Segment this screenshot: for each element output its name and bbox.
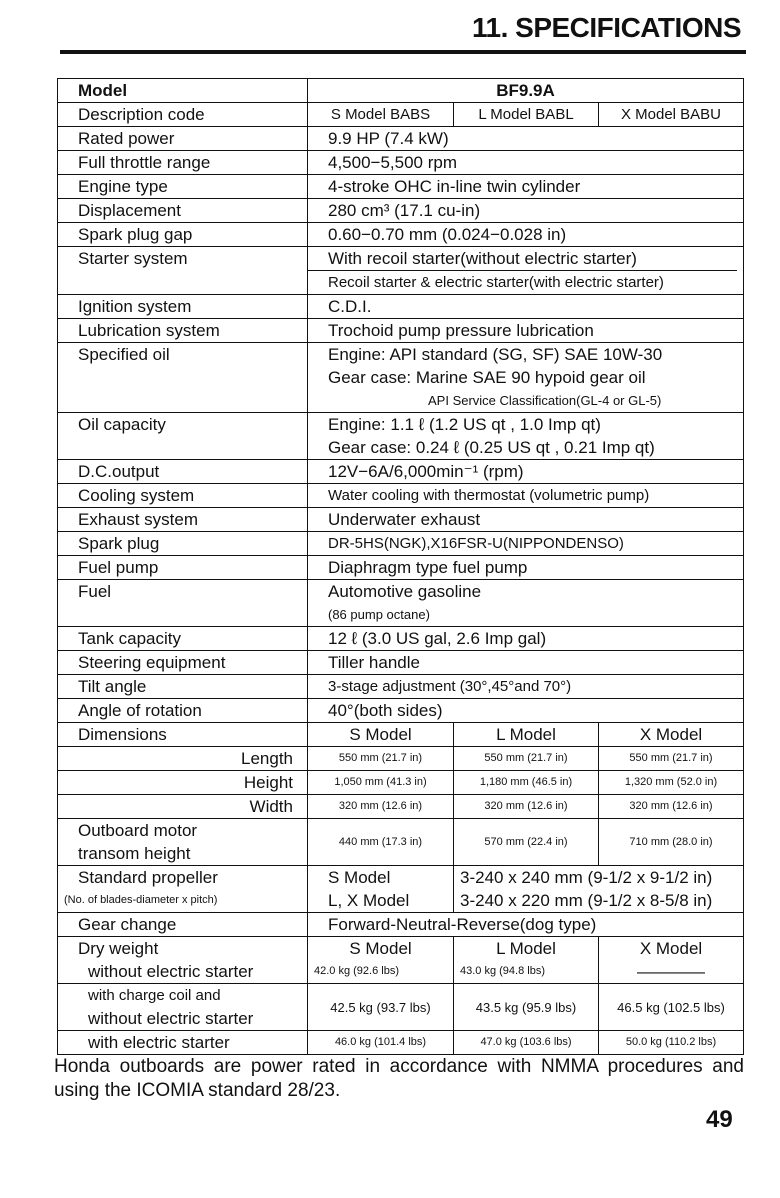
value-line: S Model xyxy=(328,868,391,887)
label-line: with electric starter xyxy=(88,1033,230,1052)
row-label: Fuel xyxy=(58,580,308,627)
row-value: 9.9 HP (7.4 kW) xyxy=(308,127,744,151)
value-line: Engine: API standard (SG, SF) SAE 10W-30 xyxy=(328,345,663,364)
label-line: Dry weight xyxy=(78,939,159,958)
table-row xyxy=(58,319,744,343)
table-row xyxy=(58,937,744,984)
label-line: without electric starter xyxy=(88,962,254,981)
row-value: 12 ℓ (3.0 US gal, 2.6 Imp gal) xyxy=(308,627,744,651)
row-label xyxy=(58,937,308,984)
table-row xyxy=(58,103,744,127)
label-line: with charge coil and xyxy=(88,987,221,1004)
row-value: 1,320 mm (52.0 in) xyxy=(599,771,744,795)
row-value xyxy=(308,343,744,413)
row-value: BF9.9A xyxy=(308,79,744,103)
table-row xyxy=(58,223,744,247)
table-row xyxy=(58,343,744,413)
row-label: Displacement xyxy=(58,199,308,223)
label-line: without electric starter xyxy=(88,1009,254,1028)
row-label: Model xyxy=(58,79,308,103)
row-label: Tilt angle xyxy=(58,675,308,699)
value-line: API Service Classification(GL-4 or GL-5) xyxy=(428,393,662,408)
row-label: Full throttle range xyxy=(58,151,308,175)
row-label: Spark plug xyxy=(58,532,308,556)
table-row xyxy=(58,556,744,580)
table-row xyxy=(58,627,744,651)
title-underline xyxy=(60,50,746,54)
table-row xyxy=(58,295,744,319)
table-row xyxy=(58,819,744,866)
row-label: Specified oil xyxy=(58,343,308,413)
row-value: S Model BABS xyxy=(308,103,454,127)
table-row xyxy=(58,79,744,103)
row-value: X Model BABU xyxy=(599,103,744,127)
column-head: S Model xyxy=(308,723,454,747)
row-label: Starter system xyxy=(58,247,308,295)
table-row xyxy=(58,866,744,913)
value-line: ———— xyxy=(637,962,705,981)
row-value: DR-5HS(NGK),X16FSR-U(NIPPONDENSO) xyxy=(308,532,744,556)
table-row xyxy=(58,532,744,556)
row-value: 1,050 mm (41.3 in) xyxy=(308,771,454,795)
row-value xyxy=(454,866,744,913)
row-value: 320 mm (12.6 in) xyxy=(308,795,454,819)
row-value: 46.5 kg (102.5 lbs) xyxy=(599,984,744,1031)
table-row xyxy=(58,413,744,460)
row-value xyxy=(308,247,744,295)
row-value: 710 mm (28.0 in) xyxy=(599,819,744,866)
label-line: Outboard motor xyxy=(78,821,198,840)
table-row xyxy=(58,699,744,723)
table-row xyxy=(58,913,744,937)
value-line: (86 pump octane) xyxy=(328,607,430,622)
row-value: L Model BABL xyxy=(454,103,599,127)
row-value: 12V−6A/6,000min⁻¹ (rpm) xyxy=(308,460,744,484)
row-value: 46.0 kg (101.4 lbs) xyxy=(308,1031,454,1055)
table-row xyxy=(58,984,744,1031)
page-title: 11. SPECIFICATIONS xyxy=(472,12,741,43)
row-label: Angle of rotation xyxy=(58,699,308,723)
column-head: L Model xyxy=(496,939,556,958)
table-row xyxy=(58,795,744,819)
label-line: Standard propeller xyxy=(78,868,218,887)
row-value: 40°(both sides) xyxy=(308,699,744,723)
row-value: 42.5 kg (93.7 lbs) xyxy=(308,984,454,1031)
row-value: 4,500−5,500 rpm xyxy=(308,151,744,175)
table-row xyxy=(58,1031,744,1055)
row-label: Exhaust system xyxy=(58,508,308,532)
table-row xyxy=(58,199,744,223)
row-label: Spark plug gap xyxy=(58,223,308,247)
row-value: Water cooling with thermostat (volumetric pump) xyxy=(308,484,744,508)
table-row xyxy=(58,484,744,508)
row-value: C.D.I. xyxy=(308,295,744,319)
row-label xyxy=(58,866,308,913)
row-value: 0.60−0.70 mm (0.024−0.028 in) xyxy=(308,223,744,247)
row-label: Tank capacity xyxy=(58,627,308,651)
table-row xyxy=(58,675,744,699)
value-line: 3-240 x 240 mm (9-1/2 x 9-1/2 in) xyxy=(460,868,713,887)
table-row xyxy=(58,247,744,295)
value-line: Gear case: 0.24 ℓ (0.25 US qt , 0.21 Imp qt) xyxy=(328,438,655,457)
row-value: 1,180 mm (46.5 in) xyxy=(454,771,599,795)
column-head: X Model xyxy=(639,939,703,958)
row-label: Fuel pump xyxy=(58,556,308,580)
row-value xyxy=(308,580,744,627)
label-line: (No. of blades-diameter x pitch) xyxy=(64,894,218,906)
column-head: L Model xyxy=(454,723,599,747)
table-row xyxy=(58,151,744,175)
row-label: D.C.output xyxy=(58,460,308,484)
row-value: 320 mm (12.6 in) xyxy=(454,795,599,819)
footnote-text: Honda outboards are power rated in accordance with NMMA procedures and using the ICOMIA standard 28/23. xyxy=(54,1056,744,1101)
value-line: Engine: 1.1 ℓ (1.2 US qt , 1.0 Imp qt) xyxy=(328,415,601,434)
value-line: 43.0 kg (94.8 lbs) xyxy=(460,965,545,977)
page-number: 49 xyxy=(706,1106,733,1133)
row-value: 550 mm (21.7 in) xyxy=(308,747,454,771)
row-label: Dimensions xyxy=(58,723,308,747)
row-value: 440 mm (17.3 in) xyxy=(308,819,454,866)
table-row xyxy=(58,651,744,675)
table-row xyxy=(58,175,744,199)
row-value xyxy=(308,413,744,460)
table-row xyxy=(58,460,744,484)
row-value: 550 mm (21.7 in) xyxy=(599,747,744,771)
value-line: Automotive gasoline xyxy=(328,582,482,601)
specifications-table xyxy=(57,78,744,1055)
value-line: 42.0 kg (92.6 lbs) xyxy=(314,965,399,977)
row-value: 50.0 kg (110.2 lbs) xyxy=(599,1031,744,1055)
row-label: Cooling system xyxy=(58,484,308,508)
column-head: S Model xyxy=(349,939,412,958)
row-label xyxy=(58,984,308,1031)
row-value: 47.0 kg (103.6 lbs) xyxy=(454,1031,599,1055)
row-value: 570 mm (22.4 in) xyxy=(454,819,599,866)
row-value: 280 cm³ (17.1 cu-in) xyxy=(308,199,744,223)
row-value: 550 mm (21.7 in) xyxy=(454,747,599,771)
value-line: 3-240 x 220 mm (9-1/2 x 8-5/8 in) xyxy=(460,891,713,910)
row-label: Gear change xyxy=(58,913,308,937)
value-line: Gear case: Marine SAE 90 hypoid gear oil xyxy=(328,368,646,387)
row-label: Lubrication system xyxy=(58,319,308,343)
row-label: Length xyxy=(58,747,308,771)
row-label xyxy=(58,1031,308,1055)
value-line: Recoil starter & electric starter(with electric starter) xyxy=(308,270,737,294)
row-label: Engine type xyxy=(58,175,308,199)
row-value: Underwater exhaust xyxy=(308,508,744,532)
row-value: 43.5 kg (95.9 lbs) xyxy=(454,984,599,1031)
row-label xyxy=(58,819,308,866)
row-label: Width xyxy=(58,795,308,819)
row-value: 320 mm (12.6 in) xyxy=(599,795,744,819)
row-label: Height xyxy=(58,771,308,795)
table-row xyxy=(58,508,744,532)
row-label: Description code xyxy=(58,103,308,127)
row-value: Diaphragm type fuel pump xyxy=(308,556,744,580)
table-row xyxy=(58,723,744,747)
row-value: 3-stage adjustment (30°,45°and 70°) xyxy=(308,675,744,699)
table-row xyxy=(58,580,744,627)
table-row xyxy=(58,127,744,151)
row-value xyxy=(599,937,744,984)
row-value: Tiller handle xyxy=(308,651,744,675)
label-line: transom height xyxy=(78,844,191,863)
value-line: With recoil starter(without electric starter) xyxy=(328,249,637,268)
row-label: Steering equipment xyxy=(58,651,308,675)
row-label: Oil capacity xyxy=(58,413,308,460)
row-value xyxy=(308,937,454,984)
row-value: Forward-Neutral-Reverse(dog type) xyxy=(308,913,744,937)
row-value: 4-stroke OHC in-line twin cylinder xyxy=(308,175,744,199)
table-row xyxy=(58,771,744,795)
row-label: Rated power xyxy=(58,127,308,151)
row-value: Trochoid pump pressure lubrication xyxy=(308,319,744,343)
value-line: L, X Model xyxy=(328,891,410,910)
row-value xyxy=(308,866,454,913)
row-label: Ignition system xyxy=(58,295,308,319)
table-row xyxy=(58,747,744,771)
column-head: X Model xyxy=(599,723,744,747)
row-value xyxy=(454,937,599,984)
